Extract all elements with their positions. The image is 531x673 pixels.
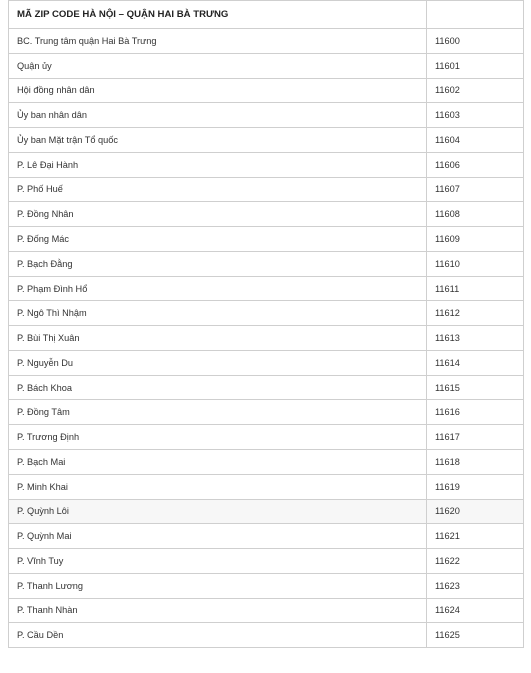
table-row bbox=[9, 29, 524, 54]
area-name-cell: P. Lê Đại Hành bbox=[9, 152, 427, 177]
area-name-cell: P. Nguyễn Du bbox=[9, 350, 427, 375]
table-row bbox=[9, 276, 524, 301]
table-row bbox=[9, 128, 524, 153]
zip-code-cell: 11603 bbox=[427, 103, 524, 128]
zip-code-table bbox=[8, 0, 524, 648]
area-name-cell: P. Đống Mác bbox=[9, 227, 427, 252]
zip-code-cell: 11611 bbox=[427, 276, 524, 301]
table-row bbox=[9, 53, 524, 78]
table-row bbox=[9, 301, 524, 326]
area-name-cell: P. Thanh Lương bbox=[9, 573, 427, 598]
area-name-cell: P. Vĩnh Tuy bbox=[9, 549, 427, 574]
zip-code-cell: 11624 bbox=[427, 598, 524, 623]
zip-code-cell: 11618 bbox=[427, 450, 524, 475]
table-row bbox=[9, 350, 524, 375]
zip-code-cell: 11617 bbox=[427, 425, 524, 450]
area-name-cell: P. Đồng Tâm bbox=[9, 400, 427, 425]
zip-code-cell: 11615 bbox=[427, 375, 524, 400]
table-row bbox=[9, 549, 524, 574]
area-name-cell: P. Thanh Nhàn bbox=[9, 598, 427, 623]
zip-code-cell: 11621 bbox=[427, 524, 524, 549]
area-name-cell: P. Quỳnh Mai bbox=[9, 524, 427, 549]
zip-code-cell: 11616 bbox=[427, 400, 524, 425]
zip-code-cell: 11610 bbox=[427, 251, 524, 276]
zip-code-cell: 11606 bbox=[427, 152, 524, 177]
table-title: MÃ ZIP CODE HÀ NỘI – QUẬN HAI BÀ TRƯNG bbox=[9, 1, 427, 29]
zip-code-cell: 11614 bbox=[427, 350, 524, 375]
table-row bbox=[9, 623, 524, 648]
area-name-cell: Ủy ban Mặt trận Tổ quốc bbox=[9, 128, 427, 153]
area-name-cell: P. Phố Huế bbox=[9, 177, 427, 202]
zip-code-cell: 11602 bbox=[427, 78, 524, 103]
area-name-cell: P. Bách Khoa bbox=[9, 375, 427, 400]
zip-code-table-body bbox=[9, 1, 524, 648]
area-name-cell: P. Bạch Đằng bbox=[9, 251, 427, 276]
table-row bbox=[9, 227, 524, 252]
area-name-cell: Ủy ban nhân dân bbox=[9, 103, 427, 128]
zip-code-cell: 11612 bbox=[427, 301, 524, 326]
table-row bbox=[9, 251, 524, 276]
table-row bbox=[9, 598, 524, 623]
table-row bbox=[9, 375, 524, 400]
zip-code-cell: 11607 bbox=[427, 177, 524, 202]
zip-code-cell: 11608 bbox=[427, 202, 524, 227]
table-row bbox=[9, 499, 524, 524]
area-name-cell: P. Bạch Mai bbox=[9, 450, 427, 475]
zip-code-cell: 11604 bbox=[427, 128, 524, 153]
table-row bbox=[9, 152, 524, 177]
table-row bbox=[9, 450, 524, 475]
table-row bbox=[9, 425, 524, 450]
table-row bbox=[9, 400, 524, 425]
table-row bbox=[9, 474, 524, 499]
table-row bbox=[9, 573, 524, 598]
zip-code-cell: 11619 bbox=[427, 474, 524, 499]
area-name-cell: P. Quỳnh Lôi bbox=[9, 499, 427, 524]
table-row bbox=[9, 524, 524, 549]
area-name-cell: BC. Trung tâm quận Hai Bà Trưng bbox=[9, 29, 427, 54]
table-header-code-cell bbox=[427, 1, 524, 29]
area-name-cell: Hội đồng nhân dân bbox=[9, 78, 427, 103]
table-row bbox=[9, 326, 524, 351]
zip-code-cell: 11609 bbox=[427, 227, 524, 252]
table-row bbox=[9, 202, 524, 227]
zip-code-cell: 11623 bbox=[427, 573, 524, 598]
area-name-cell: P. Cầu Dền bbox=[9, 623, 427, 648]
table-row bbox=[9, 103, 524, 128]
area-name-cell: P. Bùi Thị Xuân bbox=[9, 326, 427, 351]
zip-code-cell: 11600 bbox=[427, 29, 524, 54]
zip-code-cell: 11620 bbox=[427, 499, 524, 524]
table-header-row bbox=[9, 1, 524, 29]
area-name-cell: P. Phạm Đình Hổ bbox=[9, 276, 427, 301]
zip-code-cell: 11613 bbox=[427, 326, 524, 351]
area-name-cell: P. Minh Khai bbox=[9, 474, 427, 499]
area-name-cell: Quận ủy bbox=[9, 53, 427, 78]
area-name-cell: P. Trương Định bbox=[9, 425, 427, 450]
table-row bbox=[9, 78, 524, 103]
zip-code-cell: 11625 bbox=[427, 623, 524, 648]
zip-code-cell: 11622 bbox=[427, 549, 524, 574]
area-name-cell: P. Ngô Thì Nhậm bbox=[9, 301, 427, 326]
area-name-cell: P. Đồng Nhân bbox=[9, 202, 427, 227]
table-row bbox=[9, 177, 524, 202]
zip-code-cell: 11601 bbox=[427, 53, 524, 78]
